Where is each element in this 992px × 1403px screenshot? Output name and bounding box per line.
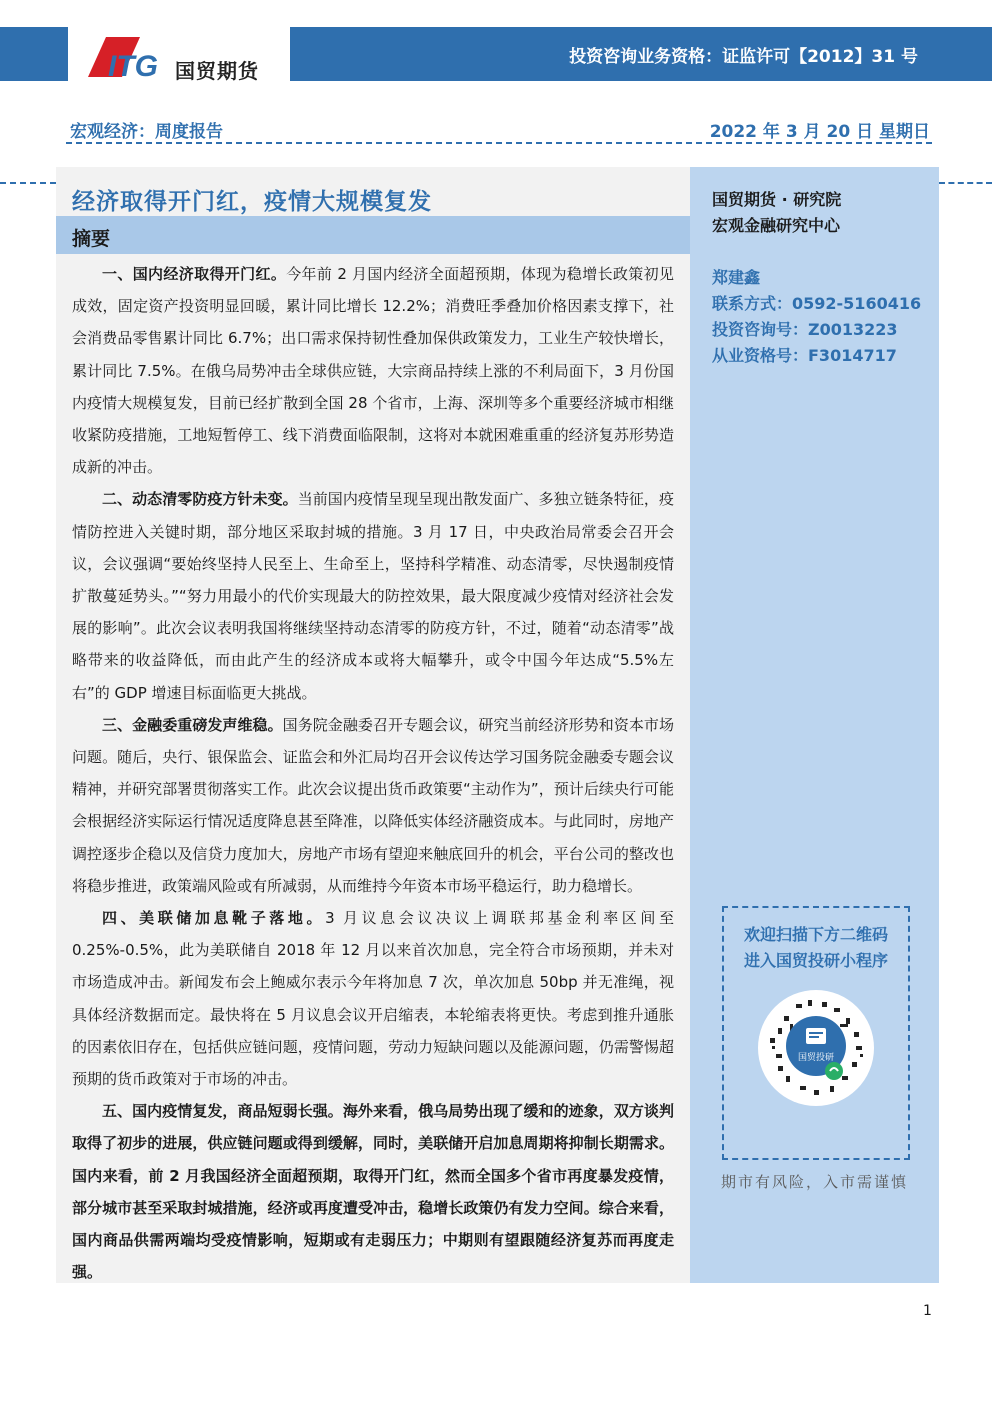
analyst-qualification-no: 从业资格号：F3014717 [712,346,897,365]
paragraph-5 [72,1095,674,1288]
paragraph-text: 今年前 2 月国内经济全面超预期，体现为稳增长政策初见成效，固定资产投资明显回暖，累计同比增长 12.2%；消费旺季叠加价格因素支撑下，社会消费品零售累计同比 6.7%；出口需求保持韧性叠加保供政策发力，工业生产较快增长，累计同比 7.5%。在俄乌局势冲击全球供应链，大宗商品持续上涨的不利局面下，3 月份国内疫情大规模复发，目前已经扩散到全国 28 个省市，上海、深圳等多个重要经济城市相继收紧防疫措施，工地短暂停工、线下消费面临限制，这将对本就困难重重的经济复苏形势造成新的冲击。 [72,265,674,477]
qr-caption-line1: 欢迎扫描下方二维码 [743,925,888,944]
qr-code-frame [722,906,910,1160]
divider-dashed-right [939,182,992,184]
qr-caption-line2: 进入国贸投研小程序 [743,951,888,970]
sidebar-panel [690,167,939,1283]
divider-dashed [66,142,932,144]
itg-logo-mark-icon [78,37,174,77]
paragraph-lead: 五、国内疫情复发，商品短弱长强。 [102,1102,343,1121]
page-number: 1 [923,1303,932,1319]
report-date: 2022 年 3 月 20 日 星期日 [709,122,930,142]
license-text: 投资咨询业务资格：证监许可【2012】31 号 [569,47,918,67]
mini-program-qr-code[interactable] [756,988,876,1108]
company-logo [68,27,290,83]
paragraph-lead: 二、动态清零防疫方针未变。 [102,490,298,509]
paragraph-lead: 四、美联储加息靴子落地。 [102,909,326,928]
report-section: 宏观经济：周度报告 [70,122,223,142]
report-body [72,258,674,1289]
summary-header-bar [56,216,690,254]
report-meta-row [0,117,992,143]
paragraph-lead: 一、国内经济取得开门红。 [102,265,287,283]
paragraph-lead: 三、金融委重磅发声维稳。 [102,715,283,734]
summary-label: 摘要 [72,228,111,250]
paragraph-4 [72,902,674,1095]
sidebar-org: 国贸期货 · 研究院 [712,190,842,209]
risk-warning: 期市有风险，入市需谨慎 [720,1173,908,1191]
paragraph-3 [72,709,674,902]
paragraph-text: 国务院金融委召开专题会议，研究当前经济形势和资本市场问题。随后，央行、银保监会、证监会和外汇局均召开会议传达学习国务院金融委专题会议精神，并研究部署贯彻落实工作。此次会议提出货币政策要“主动作为”，预计后续央行可能会根据经济实际运行情况适度降息甚至降准，以降低实体经济融资成本。与此同时，房地产调控逐步企稳以及信贷力度加大，房地产市场有望迎来触底回升的机会，平台公司的整改也将稳步推进，政策端风险或有所减弱，从而维持今年资本市场平稳运行，助力稳增长。 [72,715,674,895]
report-title: 经济取得开门红，疫情大规模复发 [72,189,432,215]
divider-dashed-left [0,182,56,184]
logo-letters: ITG [108,50,158,77]
sidebar-dept: 宏观金融研究中心 [712,216,841,235]
paragraph-text: 3 月议息会议决议上调联邦基金利率区间至 0.25%-0.5%，此为美联储自 2018 年 12 月以来首次加息，完全符合市场预期，并未对市场造成冲击。新闻发布会上鲍威尔表示今年将加息 7 次，单次加息 50bp 并无准绳，视具体经济数据而定。最快将在 5 月议息会议开启缩表，本轮缩表将更快。考虑到推升通胀的因素依旧存在，包括供应链问题，疫情问题，劳动力短缺问题以及能源问题，仍需警惕超预期的货币政策对于市场的冲击。 [72,909,674,1089]
paragraph-text: 当前国内疫情呈现呈现出散发面广、多独立链条特征，疫情防控进入关键时期，部分地区采取封城的措施。3 月 17 日，中央政治局常委会召开会议，会议强调“要始终坚持人民至上、生命至上，坚持科学精准、动态清零，尽快遏制疫情扩散蔓延势头。”“努力用最小的代价实现最大的防控效果，最大限度减少疫情对经济社会发展的影响”。此次会议表明我国将继续坚持动态清零的防疫方针，不过，随着“动态清零”战略带来的收益降低，而由此产生的经济成本或将大幅攀升，或令中国今年达成“5.5%左右”的 GDP 增速目标面临更大挑战。 [72,490,674,702]
analyst-name: 郑建鑫 [712,268,761,287]
analyst-contact: 联系方式：0592-5160416 [712,294,922,313]
paragraph-1 [72,258,674,483]
analyst-advisory-no: 投资咨询号：Z0013223 [712,320,898,339]
qr-center-label: 国贸投研 [797,1053,835,1063]
logo-text: 国贸期货 [175,59,259,83]
paragraph-text: 海外来看，俄乌局势出现了缓和的迹象，双方谈判取得了初步的进展，供应链问题或得到缓解，同时，美联储开启加息周期将抑制长期需求。国内来看，前 2 月我国经济全面超预期，取得开门红，然而全国多个省市再度暴发疫情，部分城市甚至采取封城措施，经济或再度遭受冲击，稳增长政策仍有发力空间。综合来看，国内商品供需两端均受疫情影响，短期或有走弱压力；中期则有望跟随经济复苏而再度走强。 [72,1102,674,1282]
paragraph-2 [72,483,674,708]
